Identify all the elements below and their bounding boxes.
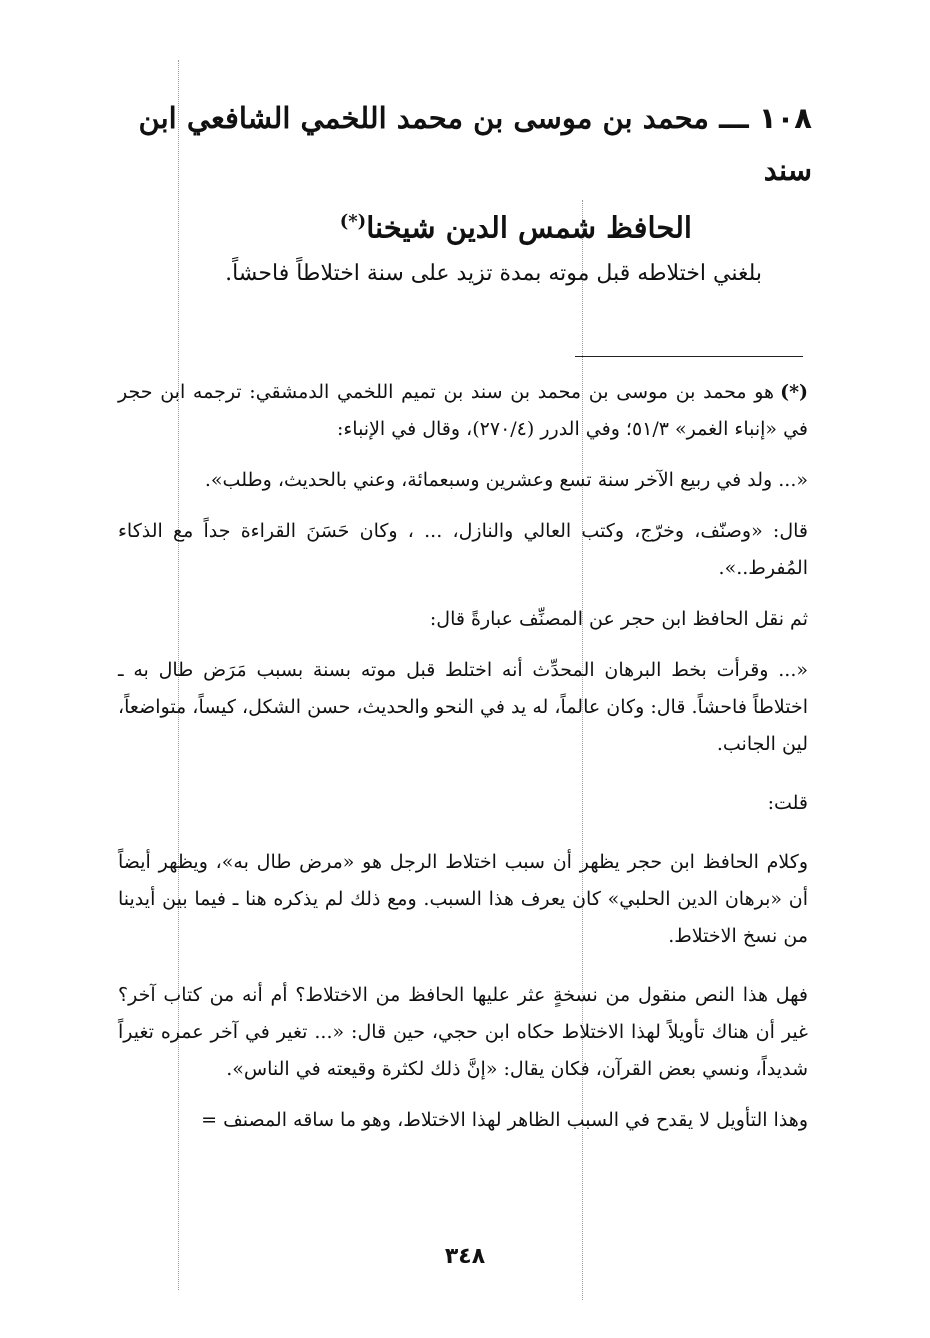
footnote-paragraph: قلت:	[767, 792, 808, 814]
footnote-block	[118, 374, 808, 1139]
entry-heading	[92, 92, 812, 254]
footnote-paragraph: «... ولد في ربيع الآخر سنة تسع وعشرين وسبعمائة، وعني بالحديث، وطلب».	[204, 469, 808, 491]
heading-text-2: الحافظ شمس الدين شيخنا	[366, 210, 692, 245]
heading-text-1: محمد بن موسى بن محمد اللخمي الشافعي ابن سند	[138, 101, 812, 187]
footnote-paragraph: وكلام الحافظ ابن حجر يظهر أن سبب اختلاط الرجل هو «مرض طال به»، ويظهر أيضاً أن «برهان الدين الحلبي» كان يعرف هذا السبب. ومع ذلك لم يذكره هنا ـ فيما بين أيدينا من نسخ الاختلاط.	[118, 851, 808, 947]
footnote-text: هو محمد بن موسى بن محمد بن سند بن تميم اللخمي الدمشقي: ترجمه ابن حجر في «إنباء الغمر» ٥١/٣؛ وفي الدرر (٢٧٠/٤)، وقال في الإنباء:	[118, 381, 808, 440]
footnote-separator	[575, 356, 803, 357]
entry-number: ١٠٨ ـــ	[719, 101, 812, 135]
heading-line-1	[92, 92, 812, 196]
footnote-star: (*)	[780, 381, 808, 403]
footnote-paragraph: ثم نقل الحافظ ابن حجر عن المصنِّف عبارةً قال:	[429, 608, 808, 630]
footnote-paragraph: قال: «وصنّف، وخرّج، وكتب العالي والنازل، ... ، وكان حَسَنَ القراءة جداً مع الذكاء المُفرط..».	[118, 520, 808, 579]
footnote-paragraph: فهل هذا النص منقول من نسخةٍ عثر عليها الحافظ من الاختلاط؟ أم أنه من كتاب آخر؟ غير أن هناك تأويلاً لهذا الاختلاط حكاه ابن حجي، حين قال: «... تغير في آخر عمره تغيراً شديداً، ونسي بعض القرآن، فكان يقال: «إنَّ ذلك لكثرة وقيعته في الناس».	[118, 984, 808, 1080]
footnote-paragraph	[118, 374, 808, 448]
footnote-mark: (*)	[339, 211, 367, 232]
heading-line-2	[92, 196, 812, 254]
main-text: بلغني اختلاطه قبل موته بمدة تزيد على سنة اختلاطاً فاحشاً.	[225, 261, 762, 286]
footnote-paragraph: وهذا التأويل لا يقدح في السبب الظاهر لهذا الاختلاط، وهو ما ساقه المصنف =	[201, 1109, 808, 1131]
footnote-paragraph: «... وقرأت بخط البرهان المحدِّث أنه اختلط قبل موته بسنة بسبب مَرَض طال به ـ اختلاطاً فاحشاً. قال: وكان عالماً، له يد في النحو والحديث، حسن الشكل، كيساً، متواضعاً، لين الجانب.	[118, 659, 808, 755]
page-number: ٣٤٨	[444, 1244, 486, 1269]
